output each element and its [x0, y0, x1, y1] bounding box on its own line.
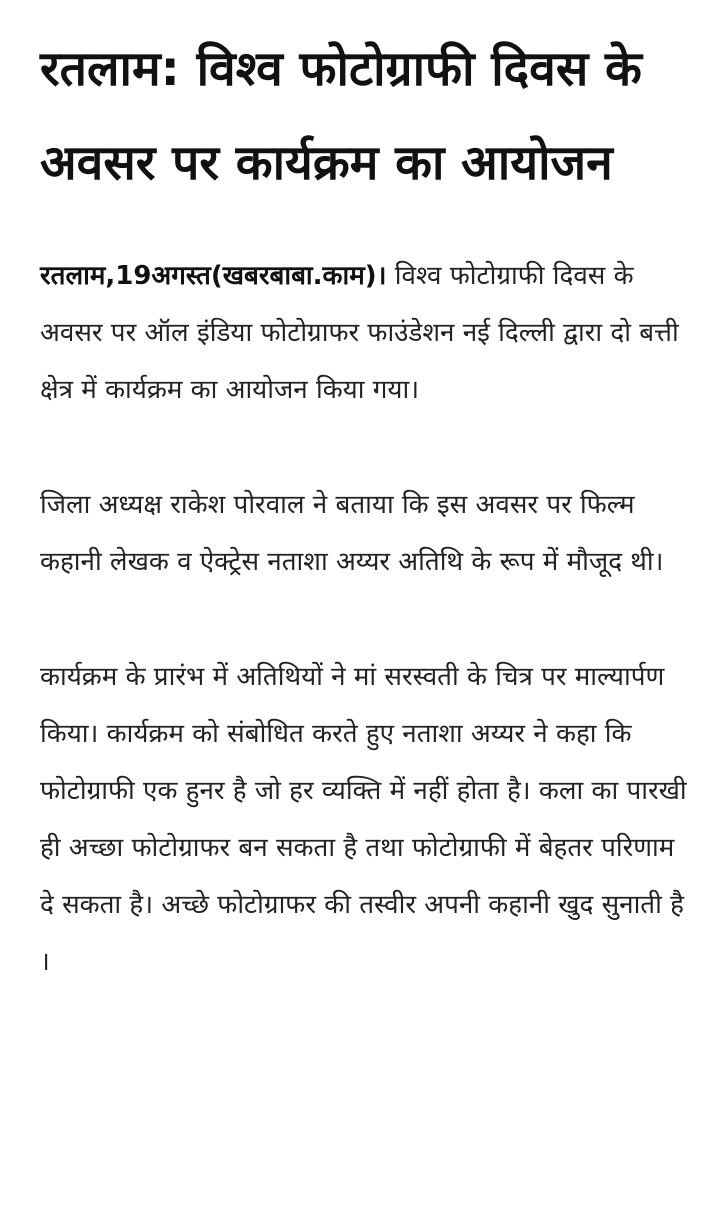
article-paragraph-1	[40, 248, 688, 419]
news-article	[40, 22, 688, 991]
article-paragraph-2: जिला अध्यक्ष राकेश पोरवाल ने बताया कि इस अवसर पर फिल्म कहानी लेखक व ऐक्ट्रेस नताशा अय्यर अतिथि के रूप में मौजूद थी।	[40, 490, 664, 577]
article-paragraph-3: कार्यक्रम के प्रारंभ में अतिथियों ने मां सरस्वती के चित्र पर माल्यार्पण किया। कार्यक्रम को संबोधित करते हुए नताशा अय्यर ने कहा कि फोटोग्राफी एक हुनर है जो हर व्यक्ति में नहीं होता है। कला का पारखी ही अच्छा फोटोग्राफर बन सकता है तथा फोटोग्राफी में बेहतर परिणाम दे सकता है। अच्छे फोटोग्राफर की तस्वीर अपनी कहानी खुद सुनाती है ।	[40, 662, 687, 977]
article-dateline: रतलाम,19अगस्त(खबरबाबा.काम)।	[40, 261, 387, 291]
article-paragraph-1-text: विश्व फोटोग्राफी दिवस के अवसर पर ऑल इंडिया फोटोग्राफर फाउंडेशन नई दिल्ली द्वारा दो बत्ती क्षेत्र में कार्यक्रम का आयोजन किया गया।	[40, 261, 679, 405]
article-headline: रतलाम: विश्व फोटोग्राफी दिवस के अवसर पर कार्यक्रम का आयोजन	[40, 41, 642, 191]
